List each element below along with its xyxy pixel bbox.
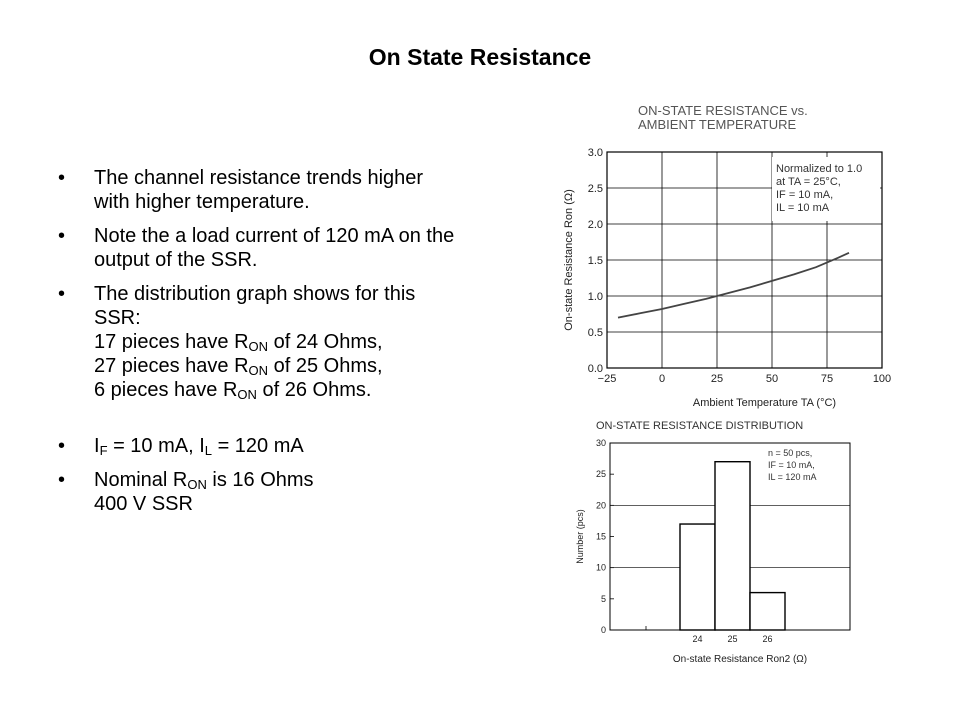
x-tick-label: 0	[658, 373, 666, 385]
bullet-item	[58, 224, 538, 272]
x-axis-label: On-state Resistance Ron2 (Ω)	[672, 654, 808, 665]
x-tick-label: 26	[762, 634, 773, 644]
resistance-vs-temperature-chart	[550, 95, 900, 415]
bullet-text: 400 V SSR	[94, 493, 193, 515]
y-axis-label: Number (pcs)	[575, 509, 585, 564]
bullet-dot-icon: •	[58, 283, 66, 305]
bar	[680, 524, 715, 630]
annotation-text: Normalized to 1.0	[776, 163, 863, 175]
bullet-item	[58, 282, 538, 402]
y-tick-label: 1.0	[587, 291, 603, 303]
distribution-row: 17 pieces have $R_{ON}$ of 24 Ohms,	[94, 331, 383, 354]
y-tick-label: 0.5	[587, 327, 603, 339]
x-tick-label: 75	[820, 373, 834, 385]
bullet-dot-icon: •	[58, 225, 66, 247]
x-axis-label: Ambient Temperature TA (°C)	[692, 397, 837, 409]
bullet-text: Note the a load current of 120 mA on the	[94, 225, 455, 247]
annotation-text: n = 50 pcs,	[768, 448, 813, 458]
bar	[750, 593, 785, 630]
bullet-text: $I_F = 10$ mA, $I_L = 120$ mA	[94, 435, 304, 458]
bullet-dot-icon: •	[58, 167, 66, 189]
bar	[715, 462, 750, 630]
y-tick-label: 0	[600, 625, 606, 635]
y-tick-label: 1.5	[587, 255, 603, 267]
chart-title: ON-STATE RESISTANCE vs.	[638, 103, 808, 118]
slide-title: On State Resistance	[368, 44, 592, 70]
bullet-item	[58, 166, 538, 214]
y-tick-label: 25	[595, 469, 606, 480]
y-tick-label: 10	[595, 562, 606, 573]
y-tick-label: 2.0	[587, 219, 603, 231]
bullet-text: Nominal $R_{ON}$ is 16 Ohms	[94, 469, 314, 492]
x-tick-label: 24	[692, 634, 703, 644]
x-tick-label: −25	[597, 373, 617, 385]
series-line	[618, 253, 849, 318]
y-tick-label: 5	[600, 593, 606, 604]
bullet-text: SSR:	[94, 307, 141, 329]
annotation-text: IF = 10 mA,	[768, 460, 815, 470]
y-tick-label: 15	[595, 531, 606, 542]
bullet-text: The distribution graph shows for this	[94, 283, 416, 305]
bullet-dot-icon: •	[58, 469, 66, 491]
chart-title: ON-STATE RESISTANCE DISTRIBUTION	[596, 420, 804, 432]
y-tick-label: 30	[595, 438, 606, 448]
annotation-text: IL = 120 mA	[768, 472, 817, 482]
bullet-text: with higher temperature.	[94, 191, 310, 213]
annotation-text: IF = 10 mA,	[776, 189, 834, 201]
bullet-text: The channel resistance trends higher	[94, 167, 424, 189]
x-tick-label: 25	[710, 373, 724, 385]
chart-title: AMBIENT TEMPERATURE	[638, 117, 797, 132]
y-tick-label: 0.0	[587, 363, 603, 375]
bullet-list	[58, 166, 538, 526]
bullet-text: output of the SSR.	[94, 249, 258, 271]
resistance-distribution-chart	[568, 410, 853, 668]
bullet-item	[58, 434, 538, 458]
x-tick-label: 100	[872, 373, 892, 385]
y-tick-label: 3.0	[587, 147, 603, 159]
x-tick-label: 25	[727, 634, 738, 644]
distribution-row: 6 pieces have $R_{ON}$ of 26 Ohms.	[94, 379, 372, 402]
y-axis-label: On-state Resistance Ron (Ω)	[563, 189, 575, 331]
bullet-item	[58, 468, 538, 516]
y-tick-label: 2.5	[587, 183, 603, 195]
annotation-text: IL = 10 mA	[776, 202, 830, 214]
annotation-text: at TA = 25°C,	[776, 176, 841, 188]
y-tick-label: 20	[595, 500, 606, 511]
distribution-row: 27 pieces have $R_{ON}$ of 25 Ohms,	[94, 355, 383, 378]
bullet-dot-icon: •	[58, 435, 66, 457]
x-tick-label: 50	[765, 373, 779, 385]
